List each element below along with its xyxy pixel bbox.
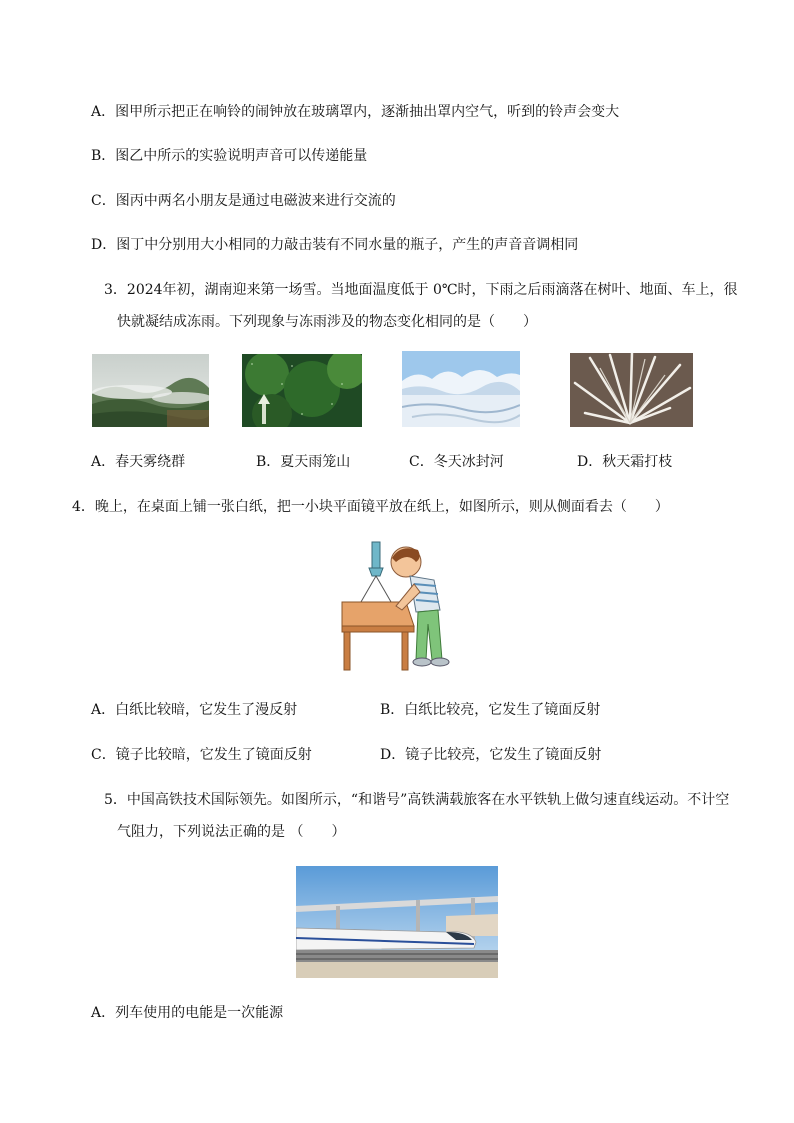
q4-option-c: C．镜子比较暗，它发生了镜面反射 [91,747,312,763]
q5-option-a: A．列车使用的电能是一次能源 [91,1005,284,1021]
q3-option-a: A．春天雾绕群 [91,454,186,470]
frost-branch-photo [570,353,693,427]
q3-option-b: B．夏天雨笼山 [256,454,351,470]
flashlight-mirror-illustration [340,540,455,672]
q5-stem-line1: 5．中国高铁技术国际领先。如图所示，“和谐号”高铁满载旅客在水平铁轨上做匀速直线运动。不计空 [104,792,730,808]
fog-mountain-photo [92,354,209,427]
q5-stem-line2: 气阻力，下列说法正确的是 （ ） [117,824,346,840]
q3-option-d: D．秋天霜打枝 [577,454,673,470]
q2-option-c: C．图丙中两名小朋友是通过电磁波来进行交流的 [91,193,396,209]
high-speed-train-photo [296,866,498,978]
q4-stem: 4．晚上，在桌面上铺一张白纸，把一小块平面镜平放在纸上，如图所示，则从侧面看去（ ） [72,499,669,515]
q3-option-c: C．冬天冰封河 [409,454,504,470]
frozen-river-photo [402,351,520,427]
q2-option-b: B．图乙中所示的实验说明声音可以传递能量 [91,148,368,164]
q4-option-a: A．白纸比较暗，它发生了漫反射 [91,702,298,718]
q4-option-b: B．白纸比较亮，它发生了镜面反射 [380,702,601,718]
q3-stem-line2: 快就凝结成冻雨。下列现象与冻雨涉及的物态变化相同的是（ ） [117,314,537,330]
q2-option-d: D．图丁中分别用大小相同的力敲击装有不同水量的瓶子，产生的声音音调相同 [91,237,579,253]
q2-option-a: A．图甲所示把正在响铃的闹钟放在玻璃罩内，逐渐抽出罩内空气，听到的铃声会变大 [91,104,620,120]
q3-stem-line1: 3．2024年初，湖南迎来第一场雪。当地面温度低于 0℃时，下雨之后雨滴落在树叶、地面、车上，很 [104,282,738,298]
rain-mountain-photo [242,354,362,427]
q4-option-d: D．镜子比较亮，它发生了镜面反射 [380,747,602,763]
